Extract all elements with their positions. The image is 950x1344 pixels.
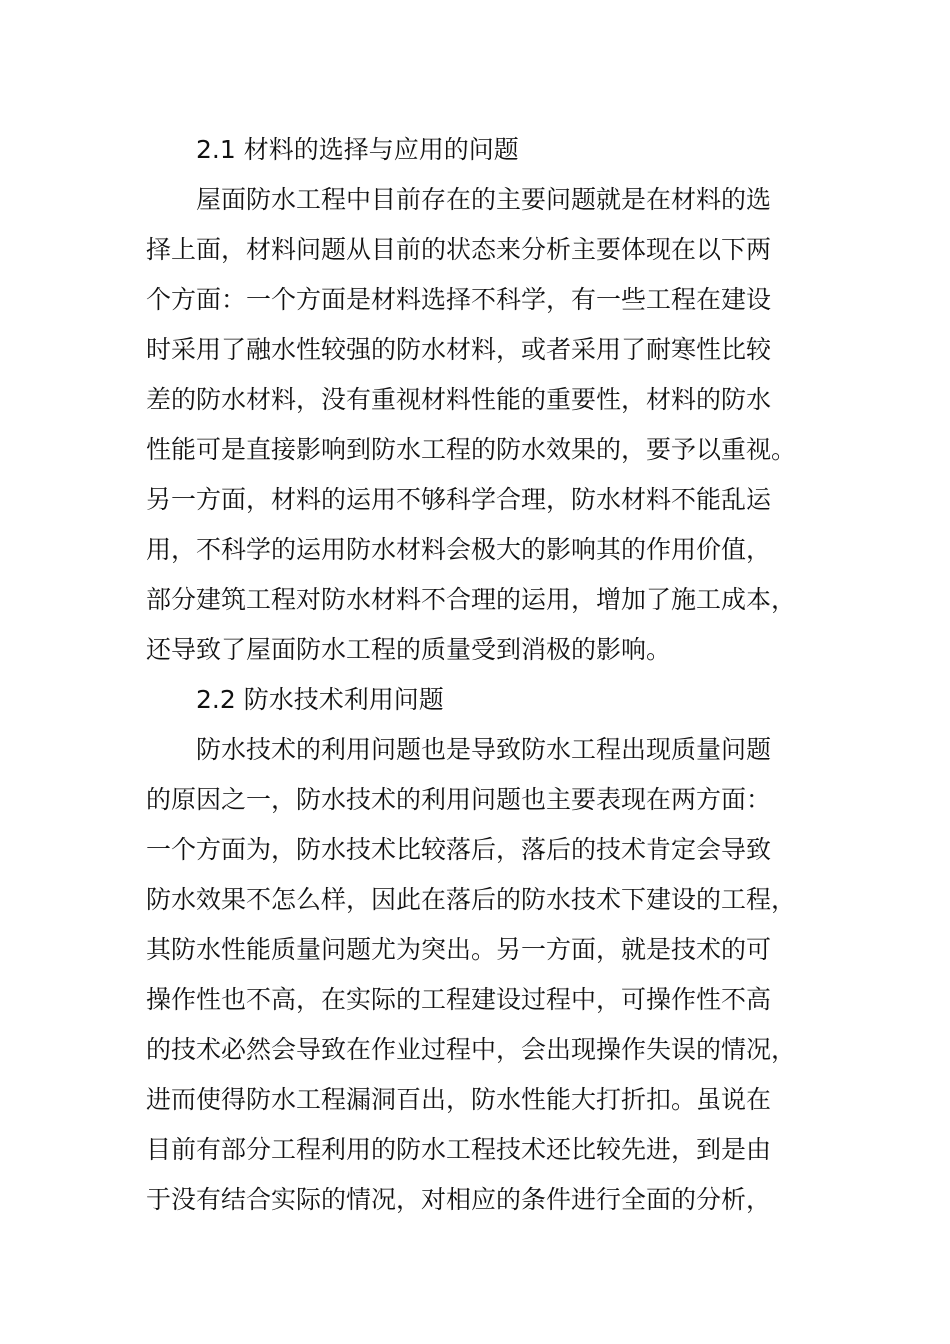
paragraph-line: 还导致了屋面防水工程的质量受到消极的影响。 <box>146 635 672 664</box>
paragraph-line: 的技术必然会导致在作业过程中，会出现操作失误的情况， <box>146 1035 797 1064</box>
paragraph-line: 时采用了融水性较强的防水材料，或者采用了耐寒性比较 <box>146 335 772 364</box>
paragraph-line: 屋面防水工程中目前存在的主要问题就是在材料的选 <box>196 185 772 214</box>
paragraph-line: 进而使得防水工程漏洞百出，防水性能大打折扣。虽说在 <box>146 1085 772 1114</box>
paragraph-line: 性能可是直接影响到防水工程的防水效果的，要予以重视。 <box>146 435 797 464</box>
paragraph-line: 操作性也不高，在实际的工程建设过程中，可操作性不高 <box>146 985 772 1014</box>
paragraph-line: 的原因之一，防水技术的利用问题也主要表现在两方面： <box>146 785 772 814</box>
paragraph-line: 防水效果不怎么样，因此在落后的防水技术下建设的工程， <box>146 885 797 914</box>
paragraph-line: 另一方面，材料的运用不够科学合理，防水材料不能乱运 <box>146 485 772 514</box>
paragraph-line: 差的防水材料，没有重视材料性能的重要性，材料的防水 <box>146 385 772 414</box>
paragraph-line: 个方面：一个方面是材料选择不科学，有一些工程在建设 <box>146 285 772 314</box>
paragraph-line: 于没有结合实际的情况，对相应的条件进行全面的分析， <box>146 1185 772 1214</box>
paragraph-line: 用，不科学的运用防水材料会极大的影响其的作用价值， <box>146 535 772 564</box>
section-heading: 2.1 材料的选择与应用的问题 <box>196 135 519 164</box>
paragraph-line: 目前有部分工程利用的防水工程技术还比较先进，到是由 <box>146 1135 772 1164</box>
paragraph-line: 部分建筑工程对防水材料不合理的运用，增加了施工成本， <box>146 585 797 614</box>
paragraph-line: 其防水性能质量问题尤为突出。另一方面，就是技术的可 <box>146 935 772 964</box>
paragraph-line: 防水技术的利用问题也是导致防水工程出现质量问题 <box>196 735 772 764</box>
paragraph-line: 一个方面为，防水技术比较落后，落后的技术肯定会导致 <box>146 835 772 864</box>
paragraph-line: 择上面，材料问题从目前的状态来分析主要体现在以下两 <box>146 235 772 264</box>
section-heading: 2.2 防水技术利用问题 <box>196 685 444 714</box>
